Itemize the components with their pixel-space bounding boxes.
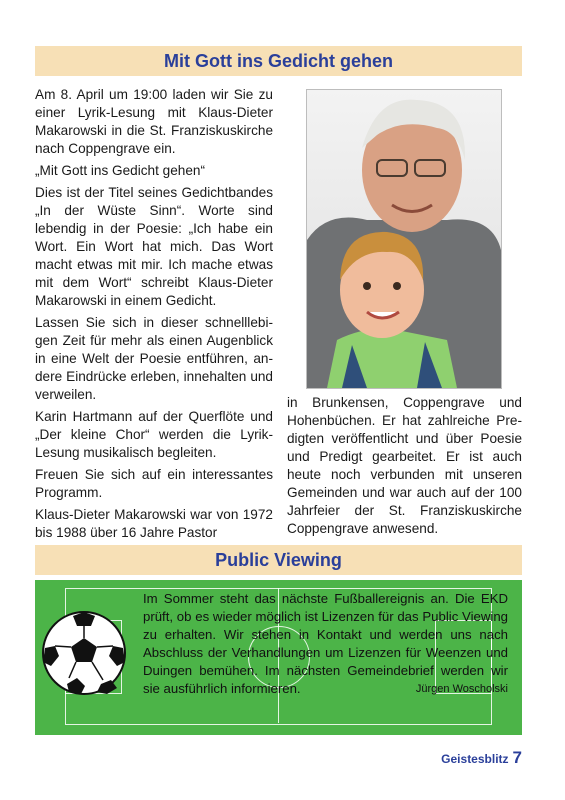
paragraph: „Mit Gott ins Gedicht gehen“ (35, 163, 205, 178)
author-signature: Jürgen Woscholski (415, 683, 508, 695)
article-heading: Mit Gott ins Gedicht gehen (164, 51, 393, 71)
paragraph: Am 8. April um 19:00 laden wir Sie zu einer Lyrik-Lesung mit Klaus-Dieter Makarowski in die St. Franziskuskirche nach Coppengrave ein. (35, 87, 273, 156)
paragraph: Dies ist der Titel seines Gedichtbandes „In der Wüste Sinn“. Worte sind lebendig in der Poesie: „Ich habe ein Wort. Ein Wort hat mich. Das Wort macht etwas mit mir. Ich mache etwas mit dem Wort“ schreibt Klaus-Dieter Makarowski in einem Gedicht. (35, 185, 273, 308)
paragraph: Klaus-Dieter Makarowski war von 1972 bis 1988 über 16 Jahre Pastor (35, 507, 273, 540)
paragraph: in Brunkensen, Coppengrave und Hohenbüchen. Er hat zahlreiche Predigten veröffentlicht und über Poesie und Predigt gearbeitet. Er ist auch heute noch verbunden mit unseren Gemeinden und war auch auf der 100 Jahrfeier der St. Franziskuskirche Coppengrave anwesend. (287, 395, 522, 536)
article-left-column (35, 86, 273, 546)
magazine-name: Geistesblitz (441, 752, 509, 766)
page-footer (441, 748, 522, 768)
paragraph: Freuen Sie sich auf ein interessantes Programm. (35, 467, 273, 500)
article-right-column (287, 394, 522, 542)
article-heading-banner (35, 46, 522, 76)
article-heading-banner (35, 545, 522, 575)
paragraph: Im Sommer steht das nächste Fußballereignis an. Die EKD prüft, ob es wieder möglich ist Lizenzen für das Public Viewing zu erhalten. Wir stehen in Kontakt und werden uns nach Abschluss der Verhandlungen um Lizenzen für Weenzen und Duingen bemühen. Im nächsten Gemeindebrief werden wir sie ausführlich informieren. (143, 591, 508, 696)
football-field-box (35, 580, 522, 735)
soccer-ball-icon (41, 610, 127, 696)
photo-illustration (307, 90, 501, 388)
paragraph: Lassen Sie sich in dieser schnelllebigen Zeit für mehr als einen Augenblick in eine Welt der Poesie entführen, andere Eindrücke erleben, innehalten und verweilen. (35, 315, 273, 402)
paragraph: Karin Hartmann auf der Querflöte und „Der kleine Chor“ werden die Lyrik-Lesung musikalisch begleiten. (35, 409, 273, 460)
article-heading: Public Viewing (215, 550, 342, 570)
public-viewing-text (143, 590, 508, 698)
page-number: 7 (512, 748, 522, 767)
portrait-photo (306, 89, 502, 389)
